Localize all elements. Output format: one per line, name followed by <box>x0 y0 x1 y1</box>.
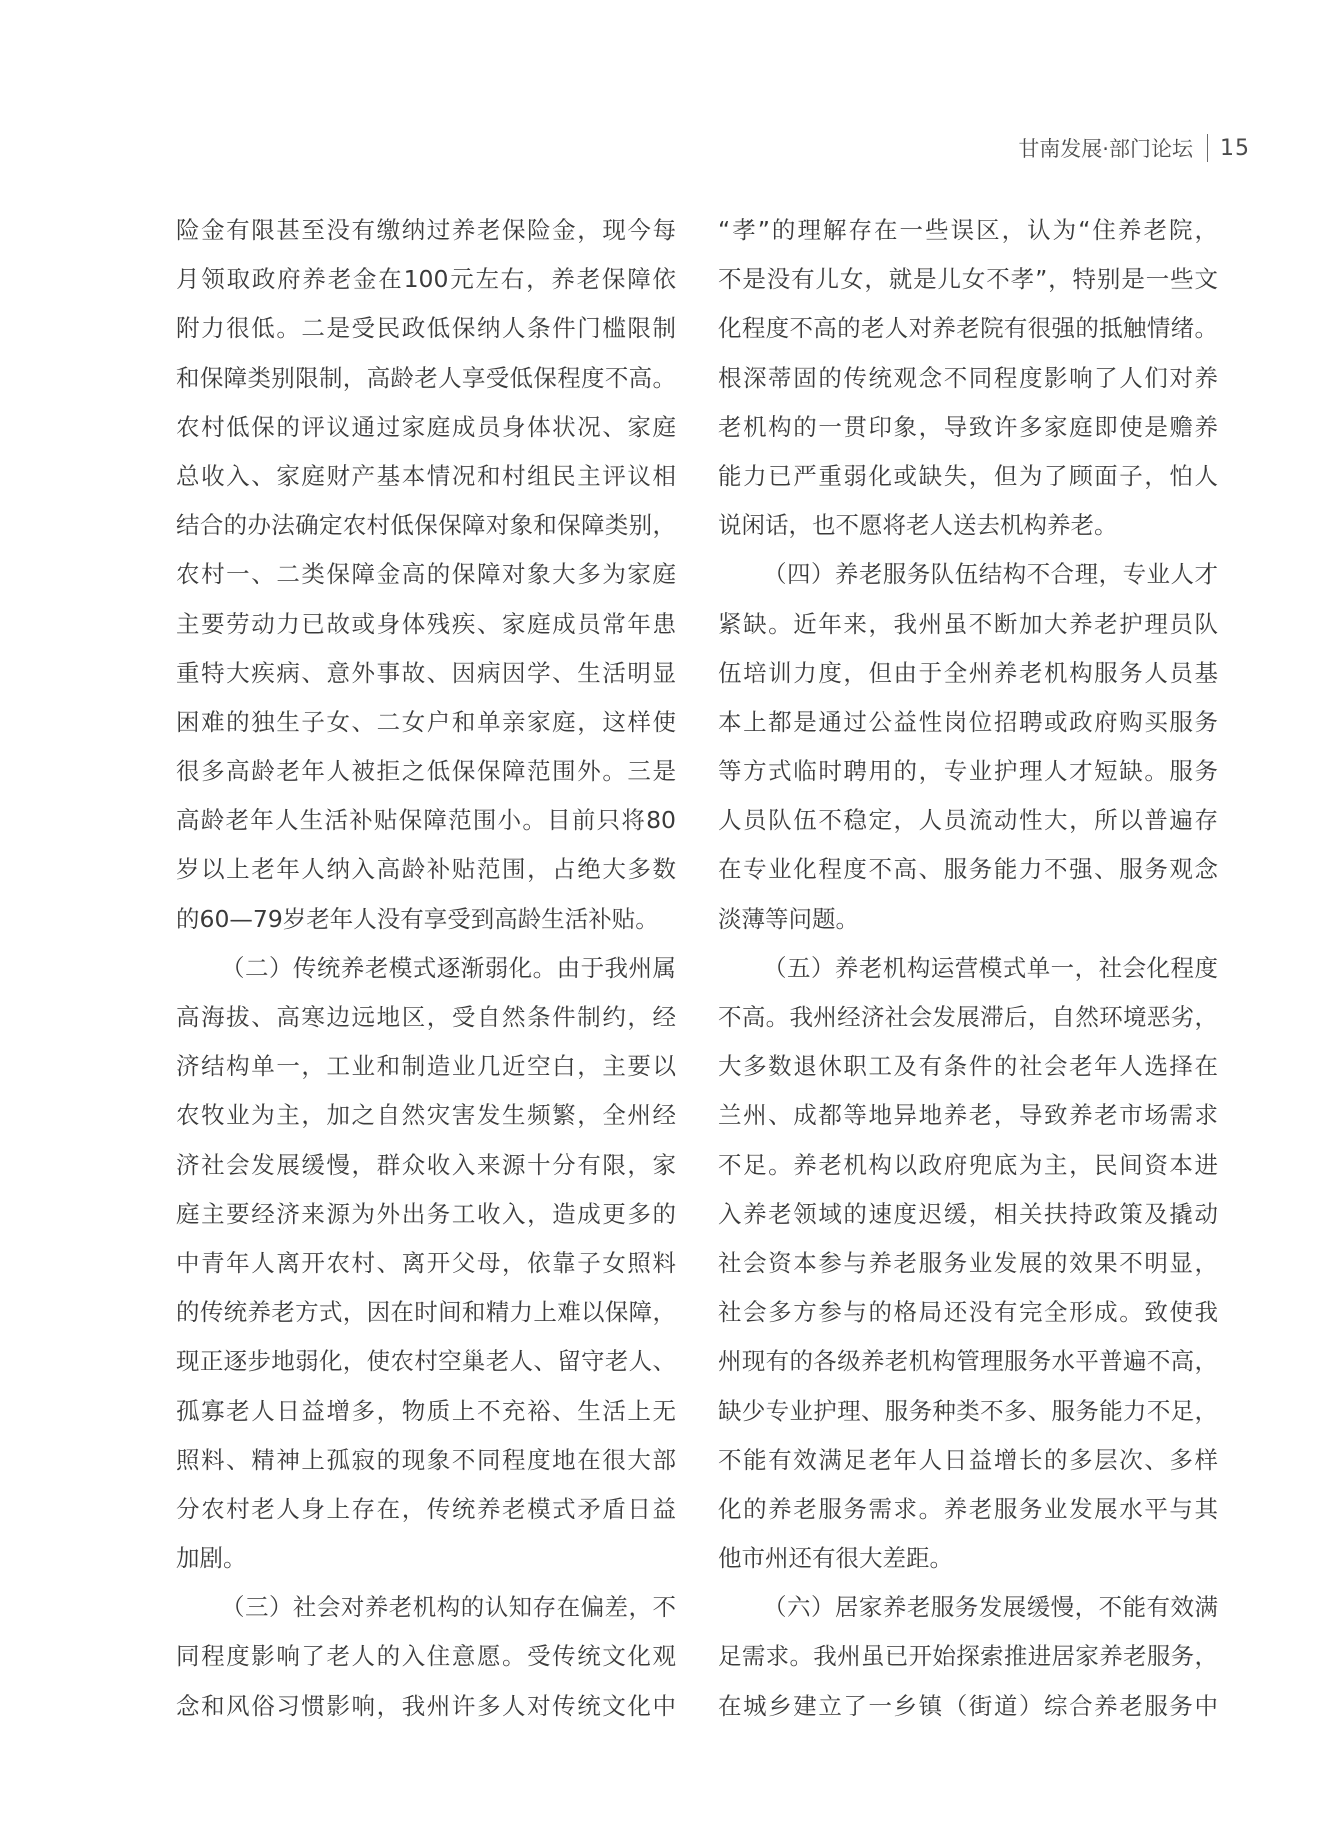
text-line: 分农村老人身上存在，传统养老模式矛盾日益 <box>176 1494 676 1523</box>
text-line: 化的养老服务需求。养老服务业发展水平与其 <box>718 1494 1218 1523</box>
left-text-column <box>176 206 676 1731</box>
running-header <box>1018 132 1250 164</box>
text-line: 济社会发展缓慢，群众收入来源十分有限，家 <box>176 1150 676 1179</box>
text-line: 州现有的各级养老机构管理服务水平普遍不高， <box>718 1347 1218 1376</box>
text-line: 人员队伍不稳定，人员流动性大，所以普遍存 <box>718 806 1218 835</box>
text-line: 庭主要经济来源为外出务工收入，造成更多的 <box>176 1199 676 1228</box>
text-line: 根深蒂固的传统观念不同程度影响了人们对养 <box>718 363 1218 392</box>
text-line: 社会资本参与养老服务业发展的效果不明显， <box>718 1248 1218 1277</box>
text-line: 本上都是通过公益性岗位招聘或政府购买服务 <box>718 707 1218 736</box>
text-line: “孝”的理解存在一些误区，认为“住养老院， <box>718 216 1218 244</box>
text-line: 不足。养老机构以政府兜底为主，民间资本进 <box>718 1150 1218 1179</box>
text-line: （五）养老机构运营模式单一，社会化程度 <box>763 953 1218 982</box>
text-line: 中青年人离开农村、离开父母，依靠子女照料 <box>176 1248 676 1277</box>
text-line: 入养老领域的速度迟缓，相关扶持政策及撬动 <box>718 1199 1218 1228</box>
text-line: 现正逐步地弱化，使农村空巢老人、留守老人、 <box>176 1347 676 1376</box>
text-line: 农村一、二类保障金高的保障对象大多为家庭 <box>176 560 676 589</box>
text-line: 能力已严重弱化或缺失，但为了顾面子，怕人 <box>718 461 1218 490</box>
text-line: 附力很低。二是受民政低保纳人条件门槛限制 <box>176 314 676 343</box>
text-line: 在城乡建立了一乡镇（街道）综合养老服务中 <box>718 1691 1218 1720</box>
text-line: 足需求。我州虽已开始探索推进居家养老服务， <box>718 1642 1218 1671</box>
text-line: （四）养老服务队伍结构不合理，专业人才 <box>763 560 1218 589</box>
text-line: 和保障类别限制，高龄老人享受低保程度不高。 <box>176 363 676 392</box>
text-line: 大多数退休职工及有条件的社会老年人选择在 <box>718 1052 1218 1081</box>
text-line: 很多高龄老年人被拒之低保保障范围外。三是 <box>176 757 676 786</box>
text-line: 同程度影响了老人的入住意愿。受传统文化观 <box>176 1642 676 1671</box>
text-line: （三）社会对养老机构的认知存在偏差，不 <box>221 1593 676 1622</box>
text-line: （六）居家养老服务发展缓慢，不能有效满 <box>763 1593 1218 1622</box>
text-line: 的传统养老方式，因在时间和精力上难以保障， <box>176 1298 676 1327</box>
text-line: 照料、精神上孤寂的现象不同程度地在很大部 <box>176 1445 676 1474</box>
text-line: 不高。我州经济社会发展滞后，自然环境恶劣， <box>718 1003 1218 1031</box>
text-line: 伍培训力度，但由于全州养老机构服务人员基 <box>718 658 1218 687</box>
text-line: 的60—79岁老年人没有享受到高龄生活补贴。 <box>176 904 659 933</box>
text-line: 老机构的一贯印象，导致许多家庭即使是赡养 <box>718 412 1218 441</box>
text-line: 等方式临时聘用的，专业护理人才短缺。服务 <box>718 757 1218 786</box>
text-line: 他市州还有很大差距。 <box>718 1544 953 1573</box>
text-line: 险金有限甚至没有缴纳过养老保险金，现今每 <box>176 216 676 244</box>
text-line: 化程度不高的老人对养老院有很强的抵触情绪。 <box>718 314 1218 343</box>
text-line: 重特大疾病、意外事故、因病因学、生活明显 <box>176 658 676 687</box>
text-line: 说闲话，也不愿将老人送去机构养老。 <box>718 511 1118 540</box>
text-line: 孤寡老人日益增多，物质上不充裕、生活上无 <box>176 1396 676 1425</box>
text-line: 加剧。 <box>176 1544 247 1573</box>
text-line: 兰州、成都等地异地养老，导致养老市场需求 <box>718 1101 1218 1130</box>
text-line: 高龄老年人生活补贴保障范围小。目前只将80 <box>176 806 676 835</box>
text-line: 淡薄等问题。 <box>718 904 859 933</box>
text-line: 缺少专业护理、服务种类不多、服务能力不足， <box>718 1396 1218 1425</box>
text-line: 高海拔、高寒边远地区，受自然条件制约，经 <box>176 1003 676 1031</box>
text-line: 不能有效满足老年人日益增长的多层次、多样 <box>718 1445 1218 1474</box>
text-line: 主要劳动力已故或身体残疾、家庭成员常年患 <box>176 609 676 638</box>
header-divider <box>1207 134 1208 162</box>
text-line: 结合的办法确定农村低保保障对象和保障类别， <box>176 511 676 540</box>
text-line: 在专业化程度不高、服务能力不强、服务观念 <box>718 855 1218 884</box>
text-line: 困难的独生子女、二女户和单亲家庭，这样使 <box>176 707 676 736</box>
text-line: （二）传统养老模式逐渐弱化。由于我州属 <box>221 953 676 982</box>
page-number: 15 <box>1220 135 1250 161</box>
text-line: 农村低保的评议通过家庭成员身体状况、家庭 <box>176 412 676 441</box>
text-line: 岁以上老年人纳入高龄补贴范围，占绝大多数 <box>176 855 676 884</box>
text-line: 念和风俗习惯影响，我州许多人对传统文化中 <box>176 1691 676 1720</box>
text-line: 社会多方参与的格局还没有完全形成。致使我 <box>718 1298 1218 1327</box>
text-line: 不是没有儿女，就是儿女不孝”，特别是一些文 <box>718 265 1218 294</box>
text-line: 总收入、家庭财产基本情况和村组民主评议相 <box>176 461 676 490</box>
text-line: 紧缺。近年来，我州虽不断加大养老护理员队 <box>718 609 1218 638</box>
text-line: 月领取政府养老金在100元左右，养老保障依 <box>176 265 676 294</box>
right-text-column <box>718 206 1218 1731</box>
text-line: 农牧业为主，加之自然灾害发生频繁，全州经 <box>176 1101 676 1130</box>
text-line: 济结构单一，工业和制造业几近空白，主要以 <box>176 1052 676 1081</box>
journal-section-title: 甘南发展·部门论坛 <box>1018 137 1193 161</box>
